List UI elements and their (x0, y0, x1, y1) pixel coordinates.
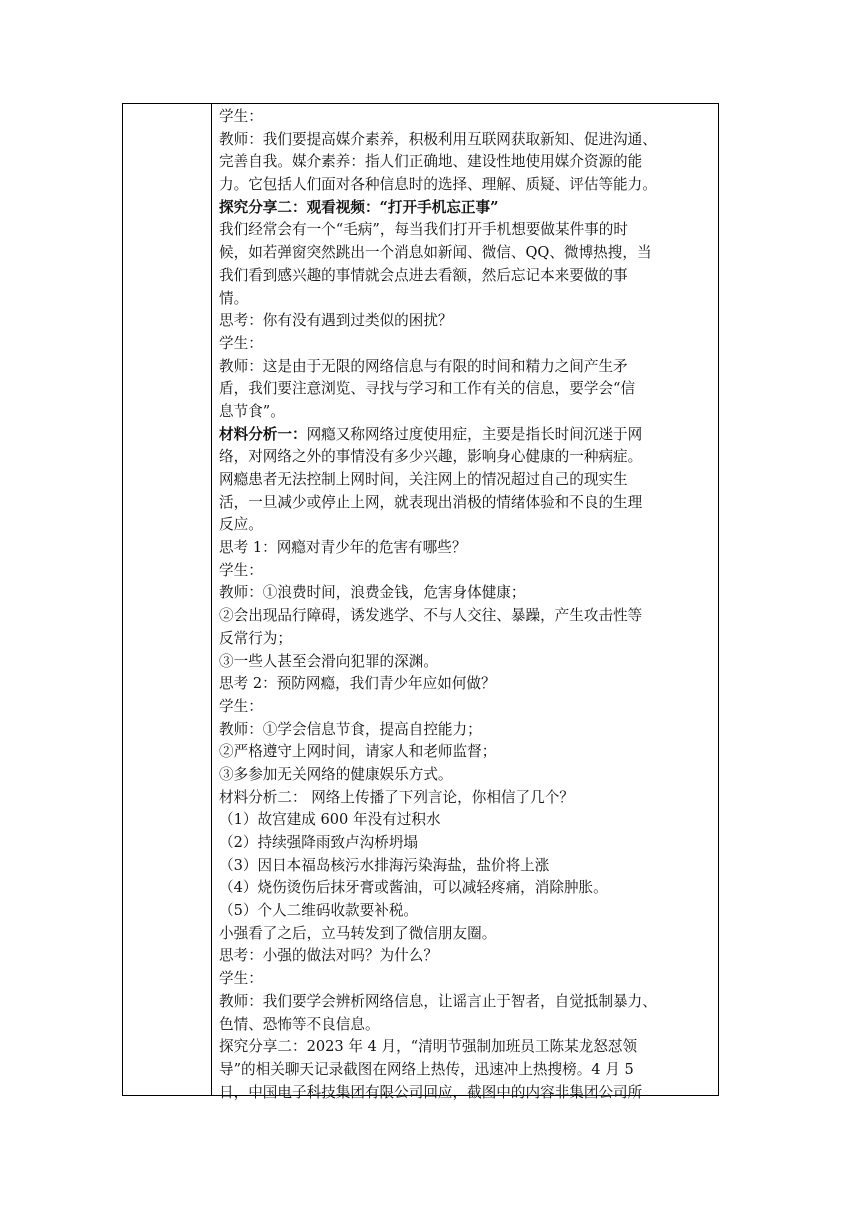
text-line (219, 991, 713, 1014)
line-text: ②会出现品行障碍，诱发逃学、不与人交往、暴躁，产生攻击性等 (219, 607, 643, 625)
lesson-table (122, 103, 719, 1101)
line-text: 导”的相关聊天记录截图在网络上热传，迅速冲上热搜榜。4 月 5 (219, 1060, 634, 1078)
line-text: 学生： (219, 561, 263, 579)
text-line (219, 469, 713, 492)
line-text: 思考：你有没有遇到过类似的困扰？ (219, 312, 453, 330)
line-text: 络，对网络之外的事情没有多少兴趣，影响身心健康的一种病症。 (219, 448, 643, 466)
line-text: ②严格遵守上网时间，请家人和老师监督； (219, 743, 497, 761)
text-line (219, 356, 713, 379)
line-text: 息节食”。 (219, 402, 285, 420)
text-line (219, 174, 713, 197)
line-text: 网瘾患者无法控制上网时间，关注网上的情况超过自己的现实生 (219, 471, 628, 488)
text-line (219, 333, 713, 356)
line-text: 学生： (219, 334, 263, 352)
line-text: 色情、恐怖等不良信息。 (219, 1015, 380, 1033)
text-line (219, 719, 713, 742)
line-text: 探究分享二：2023 年 4 月，“清明节强制加班员工陈某龙怒怼领 (219, 1038, 638, 1056)
line-text: 学生： (219, 970, 263, 988)
line-text: 探究分享二：观看视频：“打开手机忘正事” (219, 198, 499, 216)
line-text: 思考：小强的做法对吗？为什么？ (219, 947, 438, 965)
text-line (219, 151, 713, 174)
line-text: 教师：这是由于无限的网络信息与有限的时间和精力之间产生矛 (219, 357, 628, 375)
line-text: 思考 2：预防网瘾，我们青少年应如何做？ (219, 675, 496, 693)
text-line (219, 219, 713, 242)
text-line (219, 855, 713, 878)
text-line (219, 787, 713, 810)
line-text: （3）因日本福岛核污水排海污染海盐，盐价将上涨 (219, 856, 550, 874)
text-line (219, 628, 713, 651)
section-label: 材料分析一： (219, 425, 307, 443)
text-line (219, 945, 713, 968)
text-line (219, 288, 713, 311)
text-line (219, 106, 713, 129)
line-text: （1）故宫建成 600 年没有过积水 (219, 811, 441, 829)
text-line (219, 378, 713, 401)
text-line (219, 968, 713, 991)
line-text: 完善自我。媒介素养：指人们正确地、建设性地使用媒介资源的能 (219, 153, 643, 171)
text-line (219, 265, 713, 288)
line-text: 反应。 (219, 516, 263, 534)
text-line (219, 129, 713, 152)
line-text: 教师：我们要学会辨析网络信息，让谣言止于智者，自觉抵制暴力、 (219, 992, 657, 1010)
text-line (219, 923, 713, 946)
text-line (219, 1082, 713, 1105)
text-line (219, 673, 713, 696)
text-line (219, 696, 713, 719)
text-line (219, 1036, 713, 1059)
text-line (219, 764, 713, 787)
text-line (219, 492, 713, 515)
line-text: 教师：我们要提高媒介素养，积极利用互联网获取新知、促进沟通、 (219, 130, 657, 148)
text-line (219, 900, 713, 923)
line-text: 反常行为； (219, 629, 292, 647)
text-line (219, 605, 713, 628)
line-text: 我们看到感兴趣的事情就会点进去看额，然后忘记本来要做的事 (219, 266, 628, 284)
line-text: 候，如若弹窗突然跳出一个消息如新闻、微信、QQ、微博热搜，当 (219, 244, 652, 262)
line-text: 活，一旦减少或停止上网，就表现出消极的情绪体验和不良的生理 (219, 493, 643, 511)
text-line (219, 424, 713, 447)
line-text: 思考 1：网瘾对青少年的危害有哪些？ (219, 539, 467, 557)
text-line (219, 446, 713, 469)
table-left-column (123, 104, 212, 1095)
text-line (219, 582, 713, 605)
text-line (219, 560, 713, 583)
line-text: 网瘾又称网络过度使用症，主要是指长时间沉迷于网 (306, 425, 643, 443)
line-text: 教师：①学会信息节食，提高自控能力； (219, 720, 482, 738)
line-text: 教师：①浪费时间，浪费金钱，危害身体健康； (219, 584, 526, 602)
line-text: （2）持续强降雨致卢沟桥坍塌 (219, 834, 419, 851)
line-text: 学生： (219, 697, 263, 715)
line-text: 材料分析二： 网络上传播了下列言论，你相信了几个？ (219, 788, 574, 806)
text-line (219, 1059, 713, 1082)
line-text: 学生： (219, 108, 263, 125)
line-text: 日，中国电子科技集团有限公司回应，截图中的内容非集团公司所 (219, 1083, 643, 1101)
line-text: 我们经常会有一个“毛病”，每当我们打开手机想要做某件事的时 (219, 221, 628, 239)
line-text: 小强看了之后，立马转发到了微信朋友圈。 (219, 924, 497, 942)
text-line (219, 197, 713, 220)
text-line (219, 651, 713, 674)
table-content-cell (219, 106, 713, 1104)
text-line (219, 741, 713, 764)
line-text: 盾，我们要注意浏览、寻找与学习和工作有关的信息，要学会“信 (219, 380, 636, 398)
line-text: ③一些人甚至会滑向犯罪的深渊。 (219, 652, 438, 670)
text-line (219, 401, 713, 424)
line-text: （5）个人二维码收款要补税。 (219, 902, 419, 920)
line-text: 力。它包括人们面对各种信息时的选择、理解、质疑、评估等能力。 (219, 176, 657, 194)
text-line (219, 310, 713, 333)
text-line (219, 1014, 713, 1037)
text-line (219, 877, 713, 900)
text-line (219, 832, 713, 855)
text-line (219, 809, 713, 832)
text-line (219, 242, 713, 265)
text-line (219, 537, 713, 560)
line-text: （4）烧伤烫伤后抹牙膏或酱油，可以减轻疼痛，消除肿胀。 (219, 879, 608, 897)
text-line (219, 514, 713, 537)
line-text: 情。 (219, 289, 249, 307)
line-text: ③多参加无关网络的健康娱乐方式。 (219, 765, 453, 783)
